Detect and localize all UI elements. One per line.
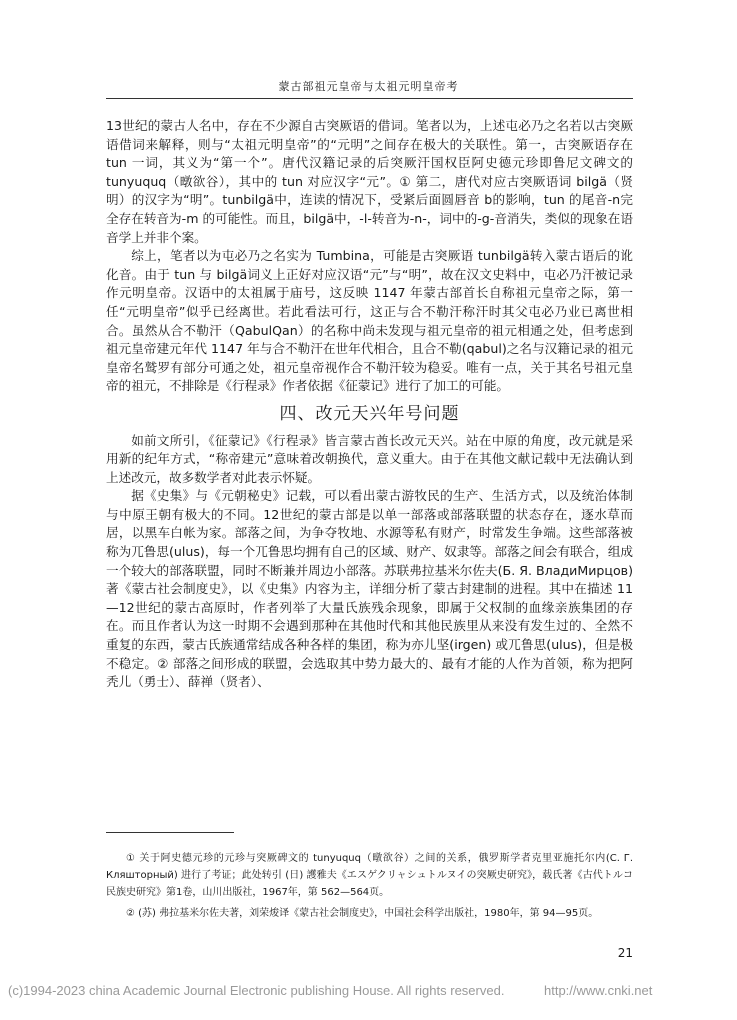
- paragraph-2: 综上，笔者以为屯必乃之名实为 Tumbina，可能是古突厥语 tunbilgä转入蒙古语后的讹化音。由于 tun 与 bilgä词义上正好对应汉语“元”与“明”，故在汉文史料中，屯必乃汗被记录作元明皇帝。汉语中的太祖属于庙号，这反映 1147 年蒙古部首长自称祖元皇帝之际，第一任“元明皇帝”似乎已经离世。若此看法可行，这正与合不勒汗称汗时其父屯必乃业已离世相合。虽然从合不勒汗（QabulQan）的名称中尚未发现与祖元皇帝的祖元相通之处，但考虑到祖元皇帝建元年代 1147 年与合不勒汗在世年代相合，且合不勒(qabul)之名与汉籍记录的祖元皇帝名鹫罗有部分可通之处，祖元皇帝视作合不勒汗较为稳妥。唯有一点，关于其名号祖元皇帝的祖元，不排除是《行程录》作者依据《征蒙记》进行了加工的可能。: [106, 248, 633, 394]
- section-heading: 四、改元天兴年号问题: [279, 403, 460, 424]
- footnote-rule: [106, 832, 234, 833]
- footnotes: [106, 850, 633, 926]
- copyright-notice: (c)1994-2023 china Academic Journal Electronic publishing House. All rights reserved.: [8, 983, 505, 998]
- body-text: [106, 117, 633, 692]
- paragraph-3: 如前文所引，《征蒙记》《行程录》皆言蒙古酋长改元天兴。站在中原的角度，改元就是采用新的纪年方式，“称帝建元”意味着改朝换代，意义重大。由于在其他文献记载中无法确认到上述改元，故多数学者对此表示怀疑。: [106, 432, 633, 485]
- running-header: 蒙古部祖元皇帝与太祖元明皇帝考: [278, 80, 459, 93]
- page-number: 21: [617, 946, 633, 960]
- header-rule: [106, 98, 633, 99]
- cnki-url: http://www.cnki.net: [544, 983, 653, 998]
- footnote-1: ① 关于阿史德元珍的元珍与突厥碑文的 tunyuquq（暾欲谷）之间的关系，俄罗斯学者克里亚施托尔内(С. Г. Кляшторный) 进行了考证；此处转引 (日) 護雅夫《エスゲクリャシュトルヌイの突厥史研究》，载氏著《古代トルコ民族史研究》第1卷，山川出版社，1967年，第 562—564页。: [106, 853, 633, 898]
- paragraph-1: 13世纪的蒙古人名中，存在不少源自古突厥语的借词。笔者以为，上述屯必乃之名若以古突厥语借词来解释，则与“太祖元明皇帝”的“元明”之间存在极大的关联性。第一，古突厥语存在 tun 一词，其义为“第一个”。唐代汉籍记录的后突厥汗国权臣阿史德元珍即鲁尼文碑文的 tunyuquq（暾欲谷），其中的 tun 对应汉字“元”。① 第二，唐代对应古突厥语词 bilgä（贤明）的汉字为“明”。tunbilgä中，连读的情况下，受紧后面圆唇音 b的影响，tun 的尾音-n完全存在转音为-m 的可能性。而且，bilgä中，-l-转音为-n-，词中的-g-音消失，类似的现象在语音学上并非个案。: [106, 118, 633, 245]
- footnote-2: ② (苏) 弗拉基米尔佐夫著，刘荣焌译《蒙古社会制度史》，中国社会科学出版社，1980年，第 94—95页。: [126, 908, 599, 919]
- paragraph-4: 据《史集》与《元朝秘史》记载，可以看出蒙古游牧民的生产、生活方式，以及统治体制与中原王朝有极大的不同。12世纪的蒙古部是以单一部落或部落联盟的状态存在，逐水草而居，以黑车白帐为家。部落之间，为争夺牧地、水源等私有财产，时常发生争端。这些部落被称为兀鲁思(ulus)，每一个兀鲁思均拥有自己的区域、财产、奴隶等。部落之间会有联合，组成一个较大的部落联盟，同时不断兼并周边小部落。苏联弗拉基米尔佐夫(Б. Я. ВладиМирцов) 著《蒙古社会制度史》，以《史集》内容为主，详细分析了蒙古封建制的进程。其中在描述 11—12世纪的蒙古高原时，作者列举了大量氏族残余现象，即属于父权制的血缘亲族集团的存在。而且作者认为这一时期不会遇到那种在其他时代和其他民族里从来没有发生过的、全然不重复的东西，蒙古氏族通常结成各种各样的集团，称为亦儿坚(irgen) 或兀鲁思(ulus)，但是极不稳定。② 部落之间形成的联盟，会选取其中势力最大的、最有才能的人作为首领，称为把阿秃儿（勇士）、薛禅（贤者）、: [106, 488, 634, 690]
